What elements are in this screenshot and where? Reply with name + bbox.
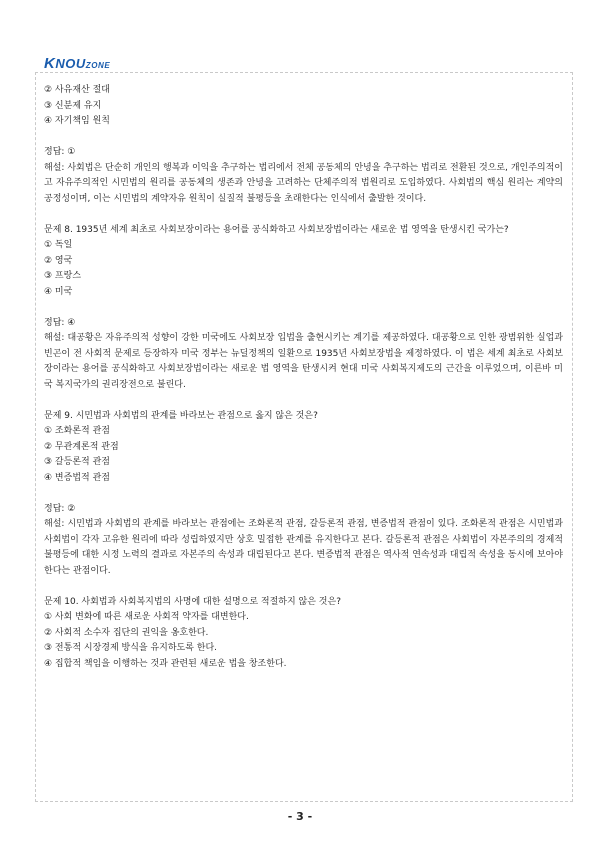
option-line: ④ 자기책임 원칙 — [44, 116, 110, 126]
option-line: ④ 미국 — [44, 286, 73, 297]
answer-9 — [44, 502, 563, 580]
option-line: ② 사유재산 절대 — [44, 85, 110, 95]
answer-line: 정답: ① — [44, 147, 76, 157]
question-text: 문제 10. 사회법과 사회복지법의 사명에 대한 설명으로 적절하지 않은 것은? — [44, 596, 341, 607]
option-line: ① 독일 — [44, 240, 73, 250]
option-line: ① 조화론적 관점 — [44, 426, 110, 436]
option-line: ④ 변증법적 관점 — [44, 472, 110, 483]
question-7-tail — [44, 83, 563, 130]
explanation-paragraph: 해설: 시민법과 사회법의 관계를 바라보는 관점에는 조화론적 관점, 갈등론적 관점, 변증법적 관점이 있다. 조화론적 관점은 시민법과 사회법이 각자 고유한 원리에 따라 성립하였지만 상호 밀접한 관계를 유지한다고 본다. 갈등론적 관점은 사회법이 자본주의의 경제적 불평등에 대한 시정 노력의 결과로 자본주의 속성과 대립된다고 본다. 변증법적 관점은 역사적 연속성과 대립적 속성을 동시에 보아야 한다는 관점이다. — [44, 519, 563, 576]
option-line: ③ 신분제 유지 — [44, 100, 102, 111]
question-8 — [44, 223, 563, 301]
logo-letter-k: K — [44, 55, 56, 72]
question-9 — [44, 409, 563, 487]
logo-text-zone: ZONE — [85, 61, 111, 70]
option-line: ③ 전통적 시장경제 방식을 유지하도록 한다. — [44, 643, 218, 653]
answer-8 — [44, 316, 563, 394]
option-line: ③ 갈등론적 관점 — [44, 457, 110, 467]
question-10 — [44, 595, 563, 673]
answer-line: 정답: ④ — [44, 317, 76, 328]
option-line: ② 영국 — [44, 255, 73, 266]
page-number: - 3 - — [287, 810, 313, 823]
question-text: 문제 8. 1935년 세계 최초로 사회보장이라는 용어를 공식화하고 사회보장법이라는 새로운 법 영역을 탄생시킨 국가는? — [44, 224, 509, 235]
document-body — [44, 83, 563, 672]
explanation-paragraph: 해설: 대공황은 자유주의적 성향이 강한 미국에도 사회보장 입법을 출현시키는 계기를 제공하였다. 대공황으로 인한 광범위한 실업과 빈곤이 전 사회적 문제로 등장하자 미국 정부는 뉴딜정책의 일환으로 1935년 사회보장법을 제정하였다. 이 법은 세계 최초로 사회보장이라는 용어를 공식화하고 사회보장법이라는 새로운 법 영역을 탄생시켜 현대 미국 사회복지제도의 근간을 이루었으며, 이른바 미국 복지국가의 권리장전으로 불린다. — [44, 333, 563, 390]
logo-text-nou: NOU — [55, 56, 86, 71]
option-line: ② 사회적 소수자 집단의 권익을 옹호한다. — [44, 627, 209, 638]
answer-7 — [44, 145, 563, 207]
option-line: ④ 집합적 책임을 이행하는 것과 관련된 새로운 법을 창조한다. — [44, 658, 287, 669]
answer-line: 정답: ② — [44, 503, 76, 514]
question-text: 문제 9. 시민법과 사회법의 관계를 바라보는 관점으로 옳지 않은 것은? — [44, 410, 318, 421]
option-line: ① 사회 변화에 따른 새로운 사회적 약자를 대변한다. — [44, 612, 249, 622]
explanation-paragraph: 해설: 사회법은 단순히 개인의 행복과 이익을 추구하는 법리에서 전체 공동체의 안녕을 추구하는 법리로 전환된 것으로, 개인주의적이고 자유주의적인 시민법의 원리를 공동체의 생존과 안녕을 고려하는 단체주의적 법원리로 도입하였다. 사회법의 핵심 원리는 계약의 공정성이며, 이는 시민법의 계약자유 원칙이 실질적 불평등을 초래한다는 인식에서 출발한 것이다. — [44, 162, 563, 204]
option-line: ② 무관계론적 관점 — [44, 441, 119, 452]
knouzone-logo — [44, 55, 110, 72]
option-line: ③ 프랑스 — [44, 271, 82, 281]
